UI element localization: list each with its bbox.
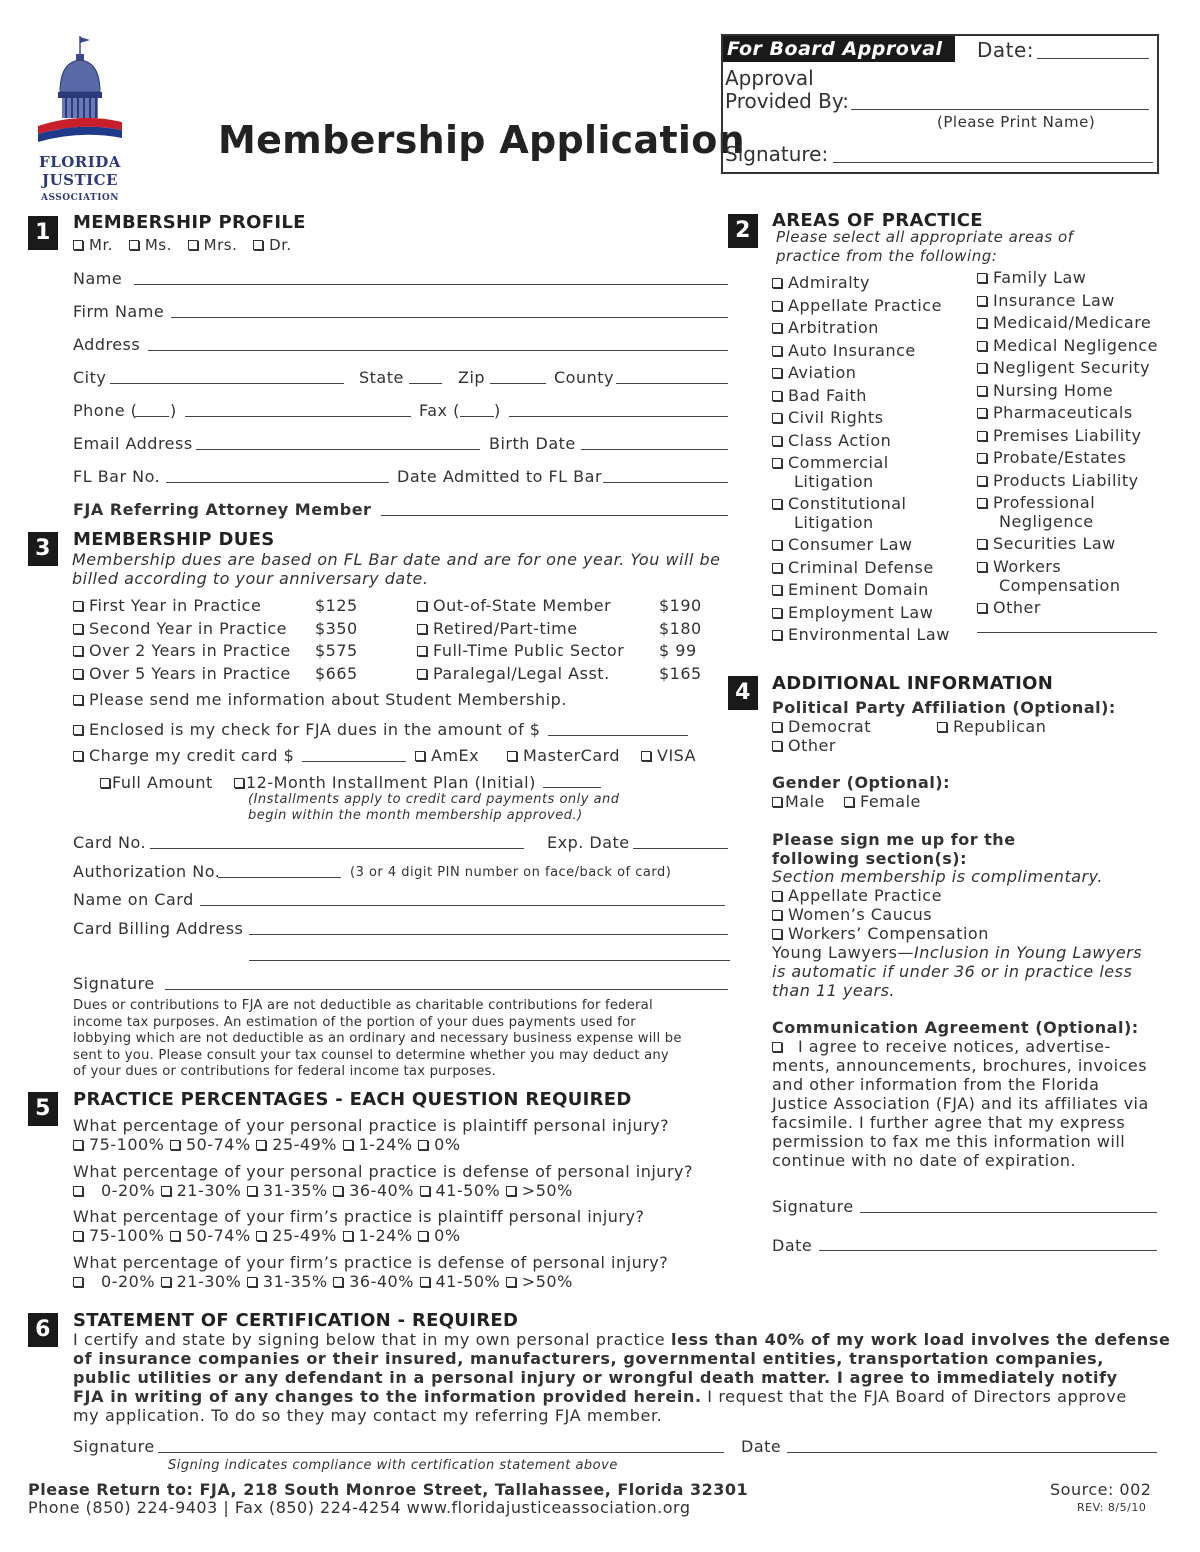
billing-address-field-2[interactable] — [249, 960, 730, 961]
aop-instruction-2: practice from the following: — [776, 247, 998, 265]
section-3-number: 3 — [28, 532, 58, 566]
section-6-title: STATEMENT OF CERTIFICATION - REQUIRED — [73, 1310, 519, 1331]
mastercard-checkbox[interactable]: MasterCard — [507, 746, 620, 765]
question-3: What percentage of your firm’s practice is plaintiff personal injury? — [73, 1207, 645, 1226]
section-womens-caucus-checkbox[interactable]: Women’s Caucus — [772, 905, 1142, 924]
question-3-options — [73, 1226, 461, 1245]
comm-signature-field[interactable] — [860, 1212, 1157, 1213]
question-2-options — [73, 1181, 573, 1200]
young-lawyers-note-3: than 11 years. — [772, 981, 896, 1000]
section-workers-comp-checkbox[interactable]: Workers’ Compensation — [772, 924, 1142, 943]
aop-nursing-home[interactable]: Nursing Home — [977, 381, 1158, 404]
q4-opt-over-50[interactable]: >50% — [506, 1272, 573, 1291]
billing-address-field-1[interactable] — [249, 934, 728, 935]
installment-note-1: (Installments apply to credit card payments only and — [248, 792, 620, 807]
date-admitted-field[interactable] — [603, 482, 728, 483]
q1-opt-25-49[interactable]: 25-49% — [256, 1135, 337, 1154]
question-1: What percentage of your personal practice is plaintiff personal injury? — [73, 1116, 670, 1135]
auth-no-field[interactable] — [218, 877, 341, 878]
dues-first-year[interactable]: First Year in Practice $125 — [73, 595, 358, 618]
dues-signature-label: Signature — [73, 974, 155, 993]
phone-label: Phone ( — [73, 401, 138, 420]
print-name-note: (Please Print Name) — [937, 113, 1096, 131]
complimentary-note: Section membership is complimentary. — [772, 867, 1103, 886]
q4-opt-21-30[interactable]: 21-30% — [161, 1272, 242, 1291]
student-membership-checkbox[interactable]: Please send me information about Student Membership. — [73, 690, 567, 709]
aop-negligent-security[interactable]: Negligent Security — [977, 358, 1158, 381]
aop-eminent-domain[interactable]: Eminent Domain — [772, 580, 950, 603]
aop-constitutional-litigation[interactable]: Constitutional Litigation — [772, 494, 950, 535]
aop-bad-faith[interactable]: Bad Faith — [772, 386, 950, 409]
section-4-number: 4 — [728, 676, 758, 710]
auth-no-label: Authorization No. — [73, 862, 221, 881]
aop-insurance-law[interactable]: Insurance Law — [977, 291, 1158, 314]
q4-opt-36-40[interactable]: 36-40% — [333, 1272, 414, 1291]
q1-opt-50-74[interactable]: 50-74% — [170, 1135, 251, 1154]
certification-statement: I certify and state by signing below that in my own personal practice less than 40% of my work load involves the defense of insurance companies or their insured, manufacturers, governmental entities, transportation companies, public utilities or any defendant in a personal injury or wrongful death matter. I agree to immediately notify FJA in writing of any changes to the information provided herein. I request that the FJA Board of Directors approve my application. To do so they may contact my referring FJA member. — [73, 1330, 1171, 1425]
male-checkbox[interactable]: Male — [772, 792, 825, 811]
phone-area-field[interactable] — [135, 416, 169, 417]
board-approval-box — [721, 34, 1159, 174]
installment-checkbox[interactable]: 12-Month Installment Plan (Initial) — [234, 773, 536, 792]
q3-opt-75-100[interactable]: 75-100% — [73, 1226, 164, 1245]
aop-criminal-defense[interactable]: Criminal Defense — [772, 558, 950, 581]
name-on-card-label: Name on Card — [73, 890, 194, 909]
political-label: Political Party Affiliation (Optional): — [772, 698, 1116, 717]
cert-date-field[interactable] — [787, 1452, 1157, 1453]
logo — [30, 34, 130, 204]
q2-opt-over-50[interactable]: >50% — [506, 1181, 573, 1200]
revision-date: REV: 8/5/10 — [1077, 1501, 1147, 1514]
comm-date-label: Date — [772, 1236, 813, 1255]
party-other-checkbox[interactable]: Other — [772, 736, 836, 755]
page-title: Membership Application — [218, 118, 746, 162]
question-2: What percentage of your personal practice is defense of personal injury? — [73, 1162, 693, 1181]
cert-signature-label: Signature — [73, 1437, 155, 1456]
salutation-mr[interactable]: Mr. — [73, 236, 113, 254]
exp-date-field[interactable] — [633, 848, 728, 849]
section-1-number: 1 — [28, 216, 58, 250]
section-1-title: MEMBERSHIP PROFILE — [73, 212, 306, 233]
aop-left-list — [772, 273, 950, 648]
full-amount-checkbox[interactable]: Full Amount — [100, 773, 213, 792]
auth-no-note: (3 or 4 digit PIN number on face/back of card) — [350, 865, 672, 880]
signup-label-1: Please sign me up for the — [772, 830, 1016, 849]
aop-medical-negligence[interactable]: Medical Negligence — [977, 336, 1158, 359]
aop-pharmaceuticals[interactable]: Pharmaceuticals — [977, 403, 1158, 426]
aop-employment-law[interactable]: Employment Law — [772, 603, 950, 626]
board-signature-field[interactable] — [833, 162, 1153, 163]
aop-commercial-litigation[interactable]: Commercial Litigation — [772, 453, 950, 494]
question-4: What percentage of your firm’s practice is defense of personal injury? — [73, 1253, 669, 1272]
dues-paralegal[interactable]: Paralegal/Legal Asst. $165 — [417, 663, 702, 686]
board-date-field[interactable] — [1037, 58, 1149, 59]
q2-opt-0-20[interactable]: 0-20% — [73, 1181, 155, 1200]
aop-consumer-law[interactable]: Consumer Law — [772, 535, 950, 558]
county-label: County — [554, 368, 614, 387]
city-label: City — [73, 368, 107, 387]
aop-right-list — [977, 268, 1158, 620]
q1-opt-75-100[interactable]: 75-100% — [73, 1135, 164, 1154]
board-approval-badge: For Board Approval — [723, 36, 955, 62]
aop-class-action[interactable]: Class Action — [772, 431, 950, 454]
email-field[interactable] — [196, 449, 480, 450]
billing-address-label: Card Billing Address — [73, 919, 244, 938]
dues-signature-field[interactable] — [165, 989, 728, 990]
state-field[interactable] — [409, 383, 442, 384]
gender-label: Gender (Optional): — [772, 773, 951, 792]
salutation-ms[interactable]: Ms. — [129, 236, 172, 254]
democrat-checkbox[interactable]: Democrat — [772, 717, 871, 736]
dues-second-year[interactable]: Second Year in Practice $350 — [73, 618, 358, 641]
card-no-field[interactable] — [150, 848, 524, 849]
fax-close: ) — [494, 401, 501, 420]
fl-bar-label: FL Bar No. — [73, 467, 161, 486]
section-appellate-checkbox[interactable]: Appellate Practice — [772, 886, 1142, 905]
aop-workers-compensation[interactable]: Workers Compensation — [977, 557, 1158, 598]
firm-name-label: Firm Name — [73, 302, 165, 321]
birth-date-field[interactable] — [581, 449, 728, 450]
board-signature-label: Signature: — [725, 142, 829, 166]
q3-opt-50-74[interactable]: 50-74% — [170, 1226, 251, 1245]
phone-field[interactable] — [185, 416, 411, 417]
section-2-title: AREAS OF PRACTICE — [772, 210, 983, 231]
footer-contact: Phone (850) 224-9403 | Fax (850) 224-4254 www.floridajusticeassociation.org — [28, 1498, 691, 1517]
dues-description-2: billed according to your anniversary date. — [72, 569, 429, 588]
q4-opt-31-35[interactable]: 31-35% — [247, 1272, 328, 1291]
dues-retired[interactable]: Retired/Part-time $180 — [417, 618, 702, 641]
source-code: Source: 002 — [1050, 1480, 1152, 1499]
city-field[interactable] — [110, 383, 344, 384]
date-admitted-label: Date Admitted to FL Bar — [397, 467, 603, 486]
charge-amount-field[interactable] — [302, 761, 406, 762]
q4-opt-0-20[interactable]: 0-20% — [73, 1272, 155, 1291]
aop-auto-insurance[interactable]: Auto Insurance — [772, 341, 950, 364]
firm-name-field[interactable] — [171, 317, 728, 318]
dues-right-options — [417, 595, 702, 685]
aop-medicaid-medicare[interactable]: Medicaid/Medicare — [977, 313, 1158, 336]
comm-agreement-checkbox[interactable]: I agree to receive notices, advertise- — [772, 1037, 1149, 1056]
cert-note: Signing indicates compliance with certification statement above — [168, 1458, 618, 1473]
dues-public-sector[interactable]: Full-Time Public Sector $ 99 — [417, 640, 702, 663]
cert-signature-field[interactable] — [158, 1452, 724, 1453]
fax-label: Fax ( — [419, 401, 460, 420]
referring-attorney-field[interactable] — [381, 515, 728, 516]
q2-opt-21-30[interactable]: 21-30% — [161, 1181, 242, 1200]
dues-over-5-years[interactable]: Over 5 Years in Practice $665 — [73, 663, 358, 686]
state-label: State — [359, 368, 404, 387]
name-field[interactable] — [134, 284, 728, 285]
board-date-label: Date: — [977, 38, 1035, 62]
name-on-card-field[interactable] — [200, 905, 725, 906]
section-3-title: MEMBERSHIP DUES — [73, 529, 275, 550]
aop-probate-estates[interactable]: Probate/Estates — [977, 448, 1158, 471]
salutation-options — [73, 236, 292, 254]
salutation-dr[interactable]: Dr. — [253, 236, 292, 254]
installment-initial-field[interactable] — [543, 787, 601, 788]
q1-opt-1-24[interactable]: 1-24% — [343, 1135, 413, 1154]
visa-checkbox[interactable]: VISA — [641, 746, 696, 765]
provided-by-label: Provided By: — [725, 89, 850, 113]
charge-card-checkbox[interactable]: Charge my credit card $ — [73, 746, 294, 765]
aop-products-liability[interactable]: Products Liability — [977, 471, 1158, 494]
return-address: Please Return to: FJA, 218 South Monroe Street, Tallahassee, Florida 32301 — [28, 1480, 749, 1499]
section-5-title: PRACTICE PERCENTAGES - EACH QUESTION REQUIRED — [73, 1089, 632, 1110]
question-1-options — [73, 1135, 461, 1154]
aop-appellate[interactable]: Appellate Practice — [772, 296, 950, 319]
dues-out-of-state[interactable]: Out-of-State Member $190 — [417, 595, 702, 618]
dues-left-options — [73, 595, 358, 685]
comm-date-field[interactable] — [819, 1250, 1157, 1251]
salutation-mrs[interactable]: Mrs. — [188, 236, 238, 254]
aop-securities-law[interactable]: Securities Law — [977, 534, 1158, 557]
cert-date-label: Date — [741, 1437, 782, 1456]
exp-date-label: Exp. Date — [547, 833, 630, 852]
dues-description-1: Membership dues are based on FL Bar date and are for one year. You will be — [72, 550, 721, 569]
phone-close: ) — [170, 401, 177, 420]
q2-opt-36-40[interactable]: 36-40% — [333, 1181, 414, 1200]
email-label: Email Address — [73, 434, 193, 453]
republican-checkbox[interactable]: Republican — [937, 717, 1046, 736]
comm-agreement-text: I agree to receive notices, advertise- ments, announcements, brochures, invoices and other information from the Florida Justice Association (FJA) and its affiliates via facsimile. I further agree that my express permission to fax me this information will continue with no date of expiration. — [772, 1037, 1149, 1170]
enclosed-check-checkbox[interactable]: Enclosed is my check for FJA dues in the amount of $ — [73, 720, 540, 739]
aop-civil-rights[interactable]: Civil Rights — [772, 408, 950, 431]
capitol-dome-icon — [30, 34, 130, 149]
fax-field[interactable] — [509, 416, 728, 417]
fax-area-field[interactable] — [460, 416, 494, 417]
check-amount-field[interactable] — [548, 735, 688, 736]
referring-attorney-label: FJA Referring Attorney Member — [73, 500, 372, 519]
young-lawyers-note: Young Lawyers—Inclusion in Young Lawyers — [772, 943, 1143, 962]
section-signup-list — [772, 886, 1142, 1000]
aop-professional-negligence[interactable]: Professional Negligence — [977, 493, 1158, 534]
q3-opt-1-24[interactable]: 1-24% — [343, 1226, 413, 1245]
dues-over-2-years[interactable]: Over 2 Years in Practice $575 — [73, 640, 358, 663]
section-6-number: 6 — [28, 1313, 58, 1347]
county-field[interactable] — [616, 383, 728, 384]
fl-bar-field[interactable] — [166, 482, 389, 483]
q4-opt-41-50[interactable]: 41-50% — [420, 1272, 501, 1291]
section-5-number: 5 — [28, 1092, 58, 1126]
aop-premises-liability[interactable]: Premises Liability — [977, 426, 1158, 449]
section-4-title: ADDITIONAL INFORMATION — [772, 673, 1054, 694]
q3-opt-0[interactable]: 0% — [418, 1226, 460, 1245]
address-label: Address — [73, 335, 141, 354]
birth-date-label: Birth Date — [489, 434, 576, 453]
aop-environmental-law[interactable]: Environmental Law — [772, 625, 950, 648]
logo-text: FLORIDA JUSTICE ASSOCIATION — [39, 153, 121, 203]
young-lawyers-note-2: is automatic if under 36 or in practice less — [772, 962, 1133, 981]
address-field[interactable] — [148, 350, 728, 351]
question-4-options — [73, 1272, 573, 1291]
aop-other[interactable]: Other — [977, 598, 1158, 621]
amex-checkbox[interactable]: AmEx — [415, 746, 479, 765]
name-label: Name — [73, 269, 123, 288]
aop-admiralty[interactable]: Admiralty — [772, 273, 950, 296]
aop-other-field[interactable] — [977, 632, 1157, 633]
female-checkbox[interactable]: Female — [844, 792, 921, 811]
section-2-number: 2 — [728, 214, 758, 248]
provided-by-field[interactable] — [851, 109, 1149, 110]
approval-label: Approval — [725, 66, 814, 90]
aop-aviation[interactable]: Aviation — [772, 363, 950, 386]
q2-opt-31-35[interactable]: 31-35% — [247, 1181, 328, 1200]
q3-opt-25-49[interactable]: 25-49% — [256, 1226, 337, 1245]
q2-opt-41-50[interactable]: 41-50% — [420, 1181, 501, 1200]
card-no-label: Card No. — [73, 833, 147, 852]
signup-label-2: following section(s): — [772, 849, 968, 868]
aop-arbitration[interactable]: Arbitration — [772, 318, 950, 341]
tax-disclaimer: Dues or contributions to FJA are not deductible as charitable contributions for federal income tax purposes. An estimation of the portion of your dues payments used for lobbying which are not deductible as an ordinary and necessary business expense will be sent to you. Please consult your tax counsel to determine whether you may deduct any of your dues or contributions for federal income tax purposes. — [73, 998, 682, 1079]
installment-note-2: begin within the month membership approved.) — [248, 808, 583, 823]
comm-signature-label: Signature — [772, 1197, 854, 1216]
zip-label: Zip — [458, 368, 486, 387]
q1-opt-0[interactable]: 0% — [418, 1135, 460, 1154]
zip-field[interactable] — [490, 383, 546, 384]
aop-instruction-1: Please select all appropriate areas of — [776, 228, 1074, 246]
comm-agreement-label: Communication Agreement (Optional): — [772, 1018, 1139, 1037]
aop-family-law[interactable]: Family Law — [977, 268, 1158, 291]
